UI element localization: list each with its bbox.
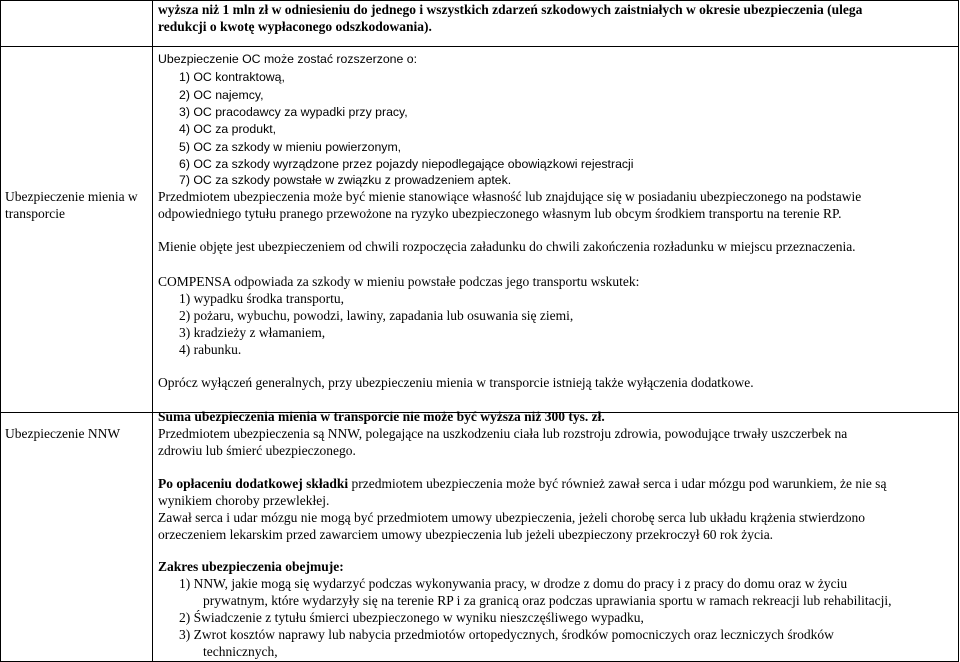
nnw-p2-line-1 <box>158 475 886 492</box>
top-text-line-1: wyższa niż 1 mln zł w odniesieniu do jednego i wszystkich zdarzeń szkodowych zaistniałych w okresie ubezpieczenia (ulega <box>158 2 863 17</box>
transport-label-line-1: Ubezpieczenie mienia w <box>5 189 138 204</box>
oc-item: 7) OC za szkody powstałe w związku z prowadzeniem aptek. <box>179 173 512 187</box>
oc-item: 5) OC za szkody w mieniu powierzonym, <box>179 140 402 154</box>
nnw-p3-line-2: orzeczeniem lekarskim przed zawarciem umowy ubezpieczenia lub jeżeli ubezpieczony przekroczył 60 rok życia. <box>158 527 774 542</box>
nnw-p2-rest: przedmiotem ubezpieczenia może być również zawał serca i udar mózgu pod warunkiem, że nie są <box>348 476 887 491</box>
nnw-scope-item-1-line-1: 1) NNW, jakie mogą się wydarzyć podczas wykonywania pracy, w drodze z domu do pracy i z pracy do domu oraz w życiu <box>179 576 848 591</box>
transport-p3: COMPENSA odpowiada za szkody w mieniu powstałe podczas jego transportu wskutek: <box>158 274 640 289</box>
nnw-scope-item-3-line-2: technicznych, <box>203 644 278 659</box>
transport-p2: Mienie objęte jest ubezpieczeniem od chwili rozpoczęcia załadunku do chwili zakończenia rozładunku w miejscu przeznaczenia. <box>158 239 856 254</box>
transport-item: 4) rabunku. <box>179 342 242 357</box>
top-text-line-2: redukcji o kwotę wypłaconego odszkodowania). <box>158 19 432 34</box>
row-divider-oc <box>0 46 959 47</box>
oc-item: 4) OC za produkt, <box>179 122 277 136</box>
oc-item: 2) OC najemcy, <box>179 88 264 102</box>
oc-item: 1) OC kontraktową, <box>179 70 285 84</box>
transport-p5: Suma ubezpieczenia mienia w transporcie nie może być wyższa niż 300 tys. zł. <box>158 409 605 424</box>
nnw-p1-line-2: zdrowiu lub śmierć ubezpieczonego. <box>158 443 356 458</box>
nnw-p2-bold: Po opłaceniu dodatkowej składki <box>158 476 349 491</box>
nnw-p3-line-1: Zawał serca i udar mózgu nie mogą być przedmiotem umowy ubezpieczenia, jeżeli chorobę serca lub układu krążenia stwierdzono <box>158 510 865 525</box>
nnw-p2-line-2: wynikiem choroby przewlekłej. <box>158 493 330 508</box>
nnw-p1-line-1: Przedmiotem ubezpieczenia są NNW, polegające na uszkodzeniu ciała lub rozstroju zdrowia, powodujące trwały uszczerbek na <box>158 426 848 441</box>
oc-intro: Ubezpieczenie OC może zostać rozszerzone o: <box>158 52 418 66</box>
column-divider <box>152 0 153 662</box>
nnw-label: Ubezpieczenie NNW <box>5 426 121 441</box>
transport-p1-line-1: Przedmiotem ubezpieczenia może być mienie stanowiące własność lub znajdujące się w posiadaniu ubezpieczonego na podstawie <box>158 189 862 204</box>
transport-p4: Oprócz wyłączeń generalnych, przy ubezpieczeniu mienia w transporcie istnieją także wyłączenia dodatkowe. <box>158 375 754 390</box>
oc-item: 3) OC pracodawcy za wypadki przy pracy, <box>179 105 408 119</box>
transport-item: 3) kradzieży z włamaniem, <box>179 325 326 340</box>
transport-p1-line-2: odpowiedniego tytułu pranego przewożone na ryzyko ubezpieczonego własnym lub obcym środkiem transportu na terenie RP. <box>158 206 842 221</box>
transport-item: 1) wypadku środka transportu, <box>179 291 344 306</box>
nnw-scope-item-1-line-2: prywatnym, które wydarzyły się na terenie RP i za granicą oraz podczas uprawiania sportu w ramach rekreacji lub rehabilitacji, <box>203 593 892 608</box>
nnw-scope-item-2: 2) Świadczenie z tytułu śmierci ubezpieczonego w wyniku nieszczęśliwego wypadku, <box>179 610 644 625</box>
oc-item: 6) OC za szkody wyrządzone przez pojazdy niepodlegające obowiązkowi rejestracji <box>179 157 634 171</box>
transport-label-line-2: transporcie <box>5 206 65 221</box>
nnw-scope-heading: Zakres ubezpieczenia obejmuje: <box>158 559 344 574</box>
nnw-scope-item-3-line-1: 3) Zwrot kosztów naprawy lub nabycia przedmiotów ortopedycznych, środków pomocniczych oraz leczniczych środków <box>179 627 834 642</box>
transport-item: 2) pożaru, wybuchu, powodzi, lawiny, zapadania lub osuwania się ziemi, <box>179 308 574 323</box>
